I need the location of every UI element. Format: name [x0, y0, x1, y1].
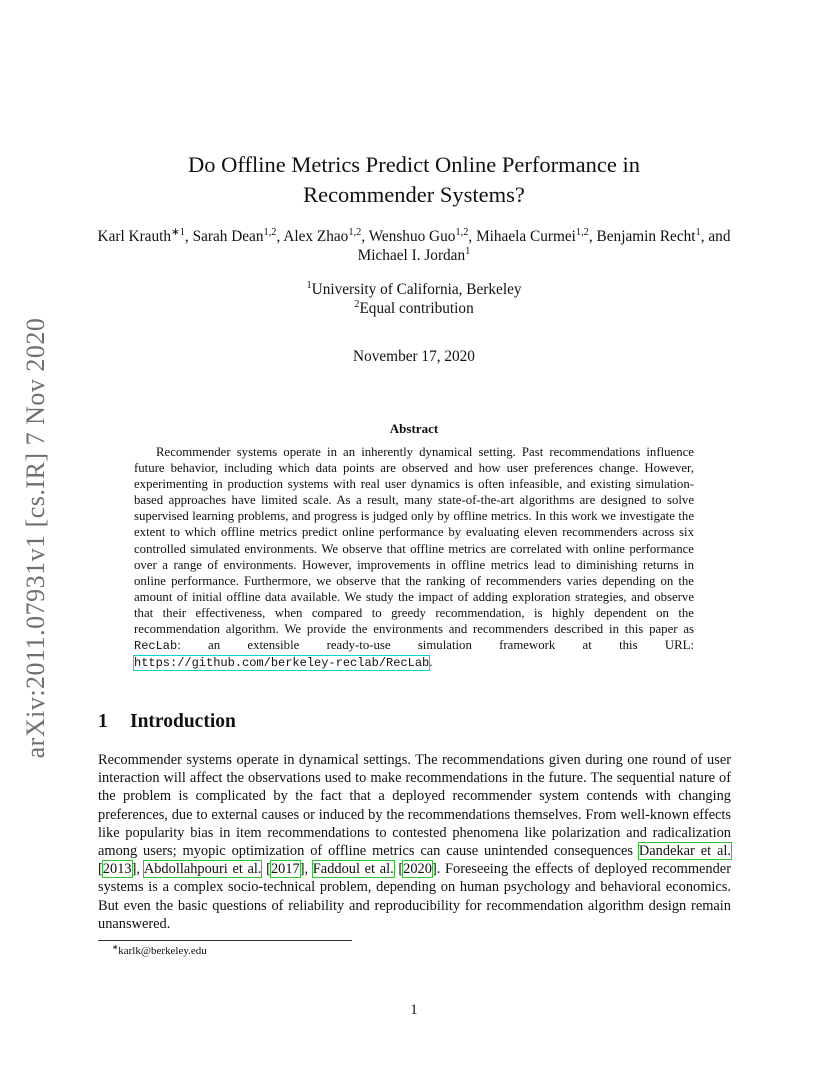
author-affiliation-mark: ∗1 — [171, 226, 185, 238]
author: Alex Zhao — [283, 228, 349, 245]
author-separator: , — [276, 228, 284, 245]
citation-separator: ], — [299, 861, 313, 878]
citation-link[interactable]: Abdollahpouri et al. — [143, 861, 262, 878]
author: Karl Krauth — [97, 228, 171, 245]
citation-link[interactable]: Dandekar et al. — [638, 843, 731, 860]
footnote — [112, 942, 207, 957]
citation-link[interactable]: Faddoul et al. — [312, 861, 394, 878]
author-separator: , — [588, 228, 597, 245]
citation-year-link[interactable]: 2013 — [102, 861, 132, 878]
intro-text: Recommender systems operate in dynamical settings. The recommendations given during one round of user interaction will affect the observations used to make recommendations in the future. The sequential nature of the problem is complicated by the fact that a deployed recommender system contends with changing preferences, due to external causes or induced by the recommendations themselves. From well-known effects like popularity bias in item recommendations to contested phenomena like polarization and radicalization among users; myopic optimization of offline metrics can cause unintended consequences — [98, 752, 731, 860]
reclab-name: RecLab — [134, 639, 178, 654]
author-separator: , — [184, 228, 193, 245]
citation-year-link[interactable]: 2017 — [270, 861, 300, 878]
arxiv-identifier: arXiv:2011.07931v1 [cs.IR] 7 Nov 2020 — [21, 317, 50, 759]
footnote-rule — [98, 940, 352, 941]
author-affiliation-mark: 1,2 — [575, 226, 589, 238]
title-line-2: Recommender Systems? — [303, 182, 525, 207]
affiliation — [130, 281, 698, 300]
affiliation-mark: 1 — [306, 279, 312, 291]
affiliation-text: University of California, Berkeley — [311, 281, 522, 298]
intro-text-continued: ]. Foreseeing the effects of deployed recommender systems is a complex socio-technical problem, depending on human psychology and behavioral economics. But even the basic questions of reliability and reproducibility for recommendation algorithm design remain unanswered. — [98, 861, 731, 932]
abstract-body — [134, 444, 694, 671]
section-title: Introduction — [130, 711, 236, 732]
page-number: 1 — [410, 1002, 418, 1018]
footnote-email: karlk@berkeley.edu — [118, 945, 207, 957]
author: Michael I. Jordan — [357, 246, 466, 264]
author-list — [90, 228, 738, 265]
author-affiliation-mark: 1,2 — [455, 226, 469, 238]
paper-date: November 17, 2020 — [353, 348, 475, 365]
paper-title — [130, 150, 698, 210]
author-separator: , — [468, 228, 477, 245]
author: Wenshuo Guo — [368, 228, 456, 245]
author: Mihaela Curmei — [476, 228, 576, 245]
title-line-1: Do Offline Metrics Predict Online Performance in — [188, 152, 640, 177]
abstract-text-continued: : an extensible ready-to-use simulation framework at this URL: — [177, 638, 694, 653]
author-separator: , — [361, 228, 369, 245]
author: Sarah Dean — [192, 228, 264, 245]
author-affiliation-mark: 1 — [465, 245, 471, 257]
abstract-heading: Abstract — [389, 421, 439, 436]
reclab-url-link[interactable]: https://github.com/berkeley-reclab/RecLab — [134, 656, 430, 671]
author-affiliation-mark: 1,2 — [263, 226, 277, 238]
affiliations — [130, 281, 698, 318]
introduction-paragraph: Recommender systems operate in dynamical settings. The recommendations given during one round of user interaction will affect the observations used to make recommendations in the future. The sequential nature of the problem is complicated by the fact that a deployed recommender system contends with changing preferences, due to external causes or induced by the recommendations themselves. From well-known effects like popularity bias in item recommendations to contested phenomena like polarization and radicalization among users; myopic optimization of offline metrics can cause unintended consequences Dandekar et al. [2013], Abdollahpouri et al. [2017], Faddoul et al. [2020]. Foreseeing the effects of deployed recommender systems is a complex socio-technical problem, depending on human psychology and behavioral economics. But even the basic questions of reliability and reproducibility for recommendation algorithm design remain unanswered. — [98, 752, 731, 932]
section-heading-introduction — [98, 711, 236, 733]
citation-year-link[interactable]: 2020 — [403, 861, 432, 878]
affiliation-text: Equal contribution — [359, 299, 474, 317]
author-affiliation-mark: 1 — [695, 226, 701, 238]
author-separator: , and — [700, 228, 731, 245]
citation-separator: ], — [131, 861, 144, 878]
affiliation-mark: 2 — [354, 298, 360, 310]
author-affiliation-mark: 1,2 — [348, 226, 362, 238]
abstract-end: . — [429, 655, 433, 670]
abstract-text: Recommender systems operate in an inherently dynamical setting. Past recommendations influence future behavior, including which data points are observed and how user preferences change. However, experimenting in production systems with real user dynamics is often infeasible, and existing simulation-based approaches have limited scale. As a result, many state-of-the-art algorithms are designed to solve supervised learning problems, and progress is judged only by offline metrics. In this work we investigate the extent to which offline metrics predict online performance by evaluating eleven recommenders across six controlled simulated environments. We observe that offline metrics are correlated with online performance over a range of environments. However, improvements in offline metrics lead to diminishing returns in online performance. Furthermore, we observe that the ranking of recommenders varies depending on the amount of initial offline data available. We study the impact of adding exploration strategies, and observe that their effectiveness, when compared to greedy recommendation, is highly dependent on the recommendation algorithm. We provide the environments and recommenders described in this paper as — [134, 445, 694, 637]
affiliation — [130, 300, 698, 319]
author: Benjamin Recht — [596, 228, 696, 245]
section-number: 1 — [98, 711, 108, 732]
footnote-mark: ∗ — [112, 942, 119, 952]
